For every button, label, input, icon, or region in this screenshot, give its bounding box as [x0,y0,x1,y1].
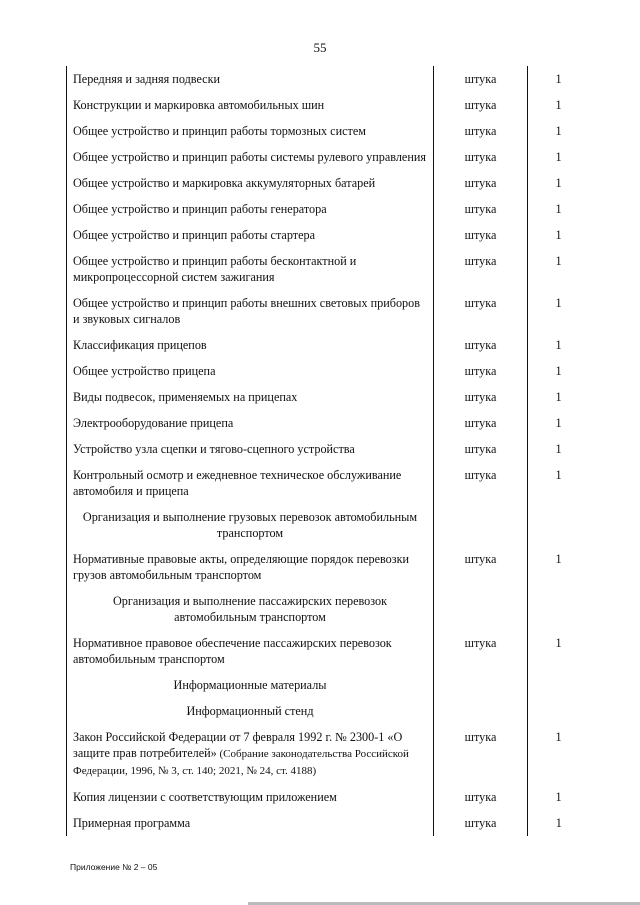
qty-cell-empty [528,588,600,630]
item-name: Электрооборудование прицепа [73,416,234,430]
item-name: Конструкции и маркировка автомобильных шин [73,98,325,112]
section-heading-row [67,588,600,630]
unit-cell: штука [434,384,528,410]
table-row [67,358,600,384]
item-name: Общее устройство и принцип работы системы рулевого управления [73,150,426,164]
qty-cell-empty [528,698,600,724]
quantity-cell: 1 [555,296,562,310]
item-name-cell [67,92,434,118]
equipment-table [66,66,600,836]
quantity-cell: 1 [555,72,562,86]
quantity-cell: 1 [555,552,562,566]
quantity-cell: 1 [555,636,562,650]
unit-cell: штука [434,410,528,436]
section-heading: Организация и выполнение грузовых перевозок автомобильным транспортом [67,504,434,546]
item-name-cell [67,410,434,436]
item-name: Нормативные правовые акты, определяющие порядок перевозки грузов автомобильным транспортом [73,552,410,582]
table-row [67,66,600,92]
table-row [67,436,600,462]
item-name: Контрольный осмотр и ежедневное техническое обслуживание автомобиля и прицепа [73,468,402,498]
table-row [67,196,600,222]
quantity-cell: 1 [555,468,562,482]
item-name: Общее устройство и маркировка аккумуляторных батарей [73,176,376,190]
quantity-cell: 1 [555,390,562,404]
quantity-cell: 1 [555,416,562,430]
table-row [67,290,600,332]
unit-cell: штука [434,222,528,248]
footer-note: Приложение № 2 – 05 [70,862,158,872]
quantity-cell: 1 [555,790,562,804]
section-heading-row [67,698,600,724]
quantity-cell: 1 [555,254,562,268]
quantity-cell: 1 [555,176,562,190]
item-name-cell [67,332,434,358]
unit-cell: штука [434,118,528,144]
table-row [67,410,600,436]
unit-cell: штука [434,196,528,222]
item-name-cell [67,810,434,836]
item-name-cell [67,784,434,810]
section-heading-row [67,672,600,698]
quantity-cell: 1 [555,442,562,456]
table-row [67,332,600,358]
item-name: Общее устройство прицепа [73,364,216,378]
unit-cell: штука [434,290,528,332]
table-row [67,92,600,118]
item-name-cell [67,724,434,784]
section-heading: Организация и выполнение пассажирских перевозок автомобильным транспортом [67,588,434,630]
table-row [67,118,600,144]
item-name-cell [67,66,434,92]
item-note: (Собрание законодательства Российской Федерации, 1996, № 3, ст. 140; 2021, № 24, ст. 4188) [73,748,409,777]
unit-cell: штука [434,248,528,290]
quantity-cell: 1 [555,228,562,242]
unit-cell: штука [434,332,528,358]
qty-cell-empty [528,504,600,546]
table-row [67,462,600,504]
quantity-cell: 1 [555,816,562,830]
unit-cell: штука [434,358,528,384]
page-number: 55 [313,40,327,55]
section-heading: Информационные материалы [67,672,434,698]
item-name-cell [67,196,434,222]
unit-cell: штука [434,66,528,92]
item-name: Общее устройство и принцип работы тормозных систем [73,124,366,138]
unit-cell-empty [434,698,528,724]
item-name-cell [67,358,434,384]
item-name-cell [67,170,434,196]
section-heading-row [67,504,600,546]
unit-cell: штука [434,92,528,118]
item-name-cell [67,118,434,144]
unit-cell: штука [434,144,528,170]
table-row [67,222,600,248]
item-name: Нормативное правовое обеспечение пассажирских перевозок автомобильным транспортом [73,636,392,666]
quantity-cell: 1 [555,202,562,216]
unit-cell: штука [434,724,528,784]
table-row [67,546,600,588]
item-name: Общее устройство и принцип работы бесконтактной и микропроцессорной систем зажигания [73,254,357,284]
table-row [67,248,600,290]
table-row [67,170,600,196]
item-name: Закон Российской Федерации от 7 февраля 1992 г. № 2300-1 «О защите прав потребителей» [73,730,403,760]
item-name: Классификация прицепов [73,338,207,352]
item-name: Устройство узла сцепки и тягово-сцепного устройства [73,442,355,456]
unit-cell: штука [434,436,528,462]
table-body [67,66,600,836]
item-name: Общее устройство и принцип работы стартера [73,228,315,242]
qty-cell-empty [528,672,600,698]
item-name: Общее устройство и принцип работы генератора [73,202,327,216]
unit-cell: штука [434,462,528,504]
item-name: Копия лицензии с соответствующим приложением [73,790,337,804]
table-row [67,784,600,810]
unit-cell-empty [434,504,528,546]
quantity-cell: 1 [555,730,562,744]
item-name: Общее устройство и принцип работы внешних световых приборов и звуковых сигналов [73,296,421,326]
item-name-cell [67,248,434,290]
item-name-cell [67,384,434,410]
unit-cell: штука [434,784,528,810]
table-row [67,630,600,672]
item-name-cell [67,630,434,672]
item-name-cell [67,222,434,248]
unit-cell: штука [434,630,528,672]
item-name: Передняя и задняя подвески [73,72,221,86]
quantity-cell: 1 [555,150,562,164]
table-row [67,384,600,410]
unit-cell: штука [434,810,528,836]
quantity-cell: 1 [555,338,562,352]
item-name-cell [67,462,434,504]
item-name: Примерная программа [73,816,191,830]
unit-cell-empty [434,672,528,698]
quantity-cell: 1 [555,98,562,112]
quantity-cell: 1 [555,124,562,138]
unit-cell: штука [434,546,528,588]
item-name-cell [67,436,434,462]
item-name: Виды подвесок, применяемых на прицепах [73,390,298,404]
table-row [67,810,600,836]
item-name-cell [67,546,434,588]
table-row [67,144,600,170]
section-heading: Информационный стенд [67,698,434,724]
quantity-cell: 1 [555,364,562,378]
table-row [67,724,600,784]
unit-cell: штука [434,170,528,196]
unit-cell-empty [434,588,528,630]
item-name-cell [67,144,434,170]
item-name-cell [67,290,434,332]
